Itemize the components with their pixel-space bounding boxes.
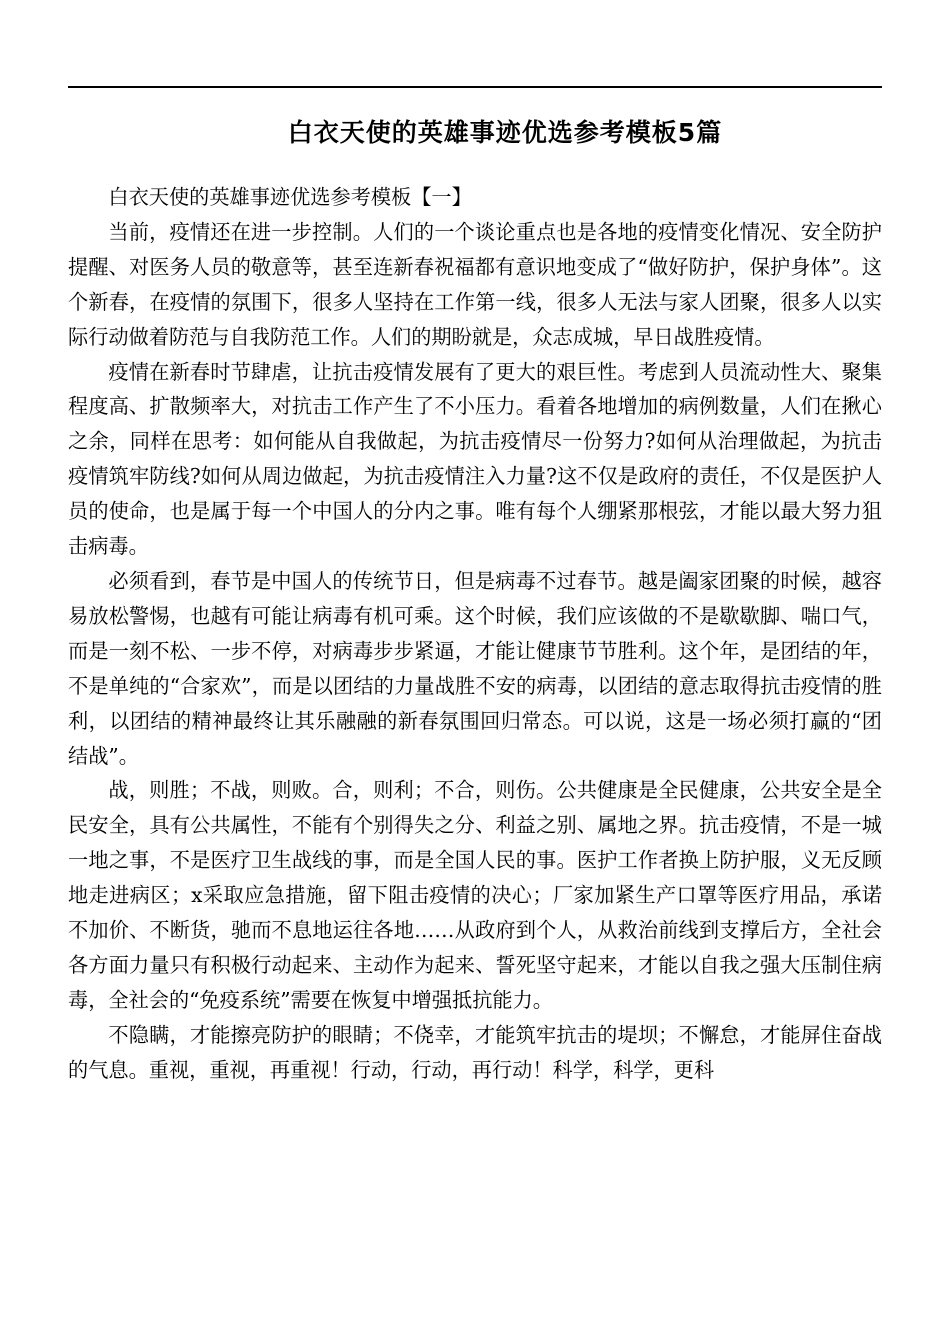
paragraph-3: 必须看到，春节是中国人的传统节日，但是病毒不过春节。越是阖家团聚的时候，越容易放松警惕，也越有可能让病毒有机可乘。这个时候，我们应该做的不是歇歇脚、喘口气，而是一刻不松、一步不停，对病毒步步紧逼，才能让健康节节胜利。这个年，是团结的年，不是单纯的“合家欢”，而是以团结的力量战胜不安的病毒，以团结的意志取得抗击疫情的胜利，以团结的精神最终让其乐融融的新春氛围回归常态。可以说，这是一场必须打赢的“团结战”。 (68, 568, 882, 768)
paragraph-1: 当前，疫情还在进一步控制。人们的一个谈论重点也是各地的疫情变化情况、安全防护提醒、对医务人员的敬意等，甚至连新春祝福都有意识地变成了“做好防护，保护身体”。这个新春，在疫情的氛围下，很多人坚持在工作第一线，很多人无法与家人团聚，很多人以实际行动做着防范与自我防范工作。人们的期盼就是，众志成城，早日战胜疫情。 (68, 219, 882, 349)
document-title: 白衣天使的英雄事迹优选参考模板5篇 (287, 117, 723, 147)
paragraph-2: 疫情在新春时节肆虐，让抗击疫情发展有了更大的艰巨性。考虑到人员流动性大、聚集程度高、扩散频率大，对抗击工作产生了不小压力。看着各地增加的病例数量，人们在揪心之余，同样在思考：如何能从自我做起，为抗击疫情尽一份努力?如何从治理做起，为抗击疫情筑牢防线?如何从周边做起，为抗击疫情注入力量?这不仅是政府的责任，不仅是医护人员的使命，也是属于每一个中国人的分内之事。唯有每个人绷紧那根弦，才能以最大努力狙击病毒。 (68, 359, 882, 559)
header-rule (68, 86, 882, 88)
paragraph-5: 不隐瞒，才能擦亮防护的眼睛；不侥幸，才能筑牢抗击的堤坝；不懈怠，才能屏住奋战的气息。重视，重视，再重视！行动，行动，再行动！科学，科学，更科 (68, 1022, 882, 1082)
document-body (68, 180, 882, 1088)
paragraph-4: 战，则胜；不战，则败。合，则利；不合，则伤。公共健康是全民健康，公共安全是全民安全，具有公共属性，不能有个别得失之分、利益之别、属地之界。抗击疫情，不是一城一地之事，不是医疗卫生战线的事，而是全国人民的事。医护工作者换上防护服，义无反顾地走进病区；x采取应急措施，留下阻击疫情的决心；厂家加紧生产口罩等医疗用品，承诺不加价、不断货，驰而不息地运往各地……从政府到个人，从救治前线到支撑后方，全社会各方面力量只有积极行动起来、主动作为起来、誓死坚守起来，才能以自我之强大压制住病毒，全社会的“免疫系统”需要在恢复中增强抵抗能力。 (68, 778, 882, 1012)
section-heading: 白衣天使的英雄事迹优选参考模板【一】 (108, 185, 472, 209)
